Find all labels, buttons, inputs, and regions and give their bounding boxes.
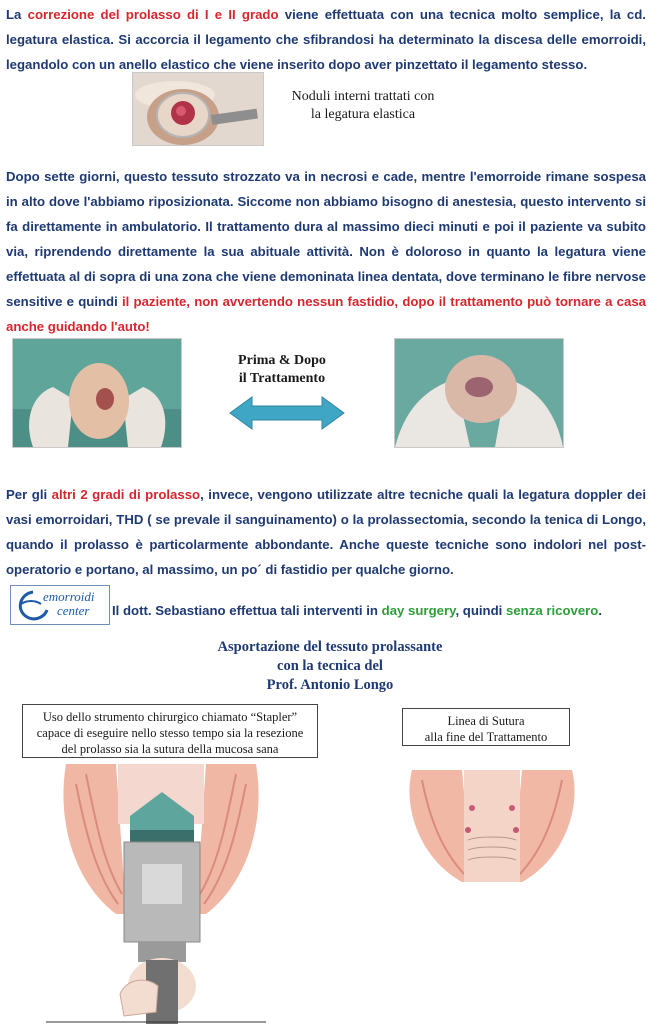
title-line: Prof. Antonio Longo [266, 677, 394, 693]
highlight-red: il paziente, non avvertendo nessun fastidio, dopo il trattamento può tornare a casa anche guidando l'auto! [6, 294, 646, 334]
suture-diagram [402, 770, 582, 900]
stapler-caption-box [22, 704, 318, 758]
title-line: con la tecnica del [277, 658, 383, 674]
day-surgery-line [112, 598, 652, 623]
photo-before [12, 338, 182, 448]
text-span: viene effettuata con una tecnica molto semplice, la cd. legatura elastica. Si accorcia il legamento che sfibrandosi ha determinato la discesa delle emorroidi, legandolo con un anello elastico che viene inserito dopo aver pinzettato il legamento stesso. [6, 7, 646, 72]
highlight-green: day surgery [381, 603, 456, 618]
caption-line: Uso dello strumento chirurgico chiamato “Stapler” [42, 710, 298, 724]
text-span: , invece, vengono utilizzate altre tecniche quali la legatura doppler dei vasi emorroidari, THD ( se prevale il sanguinamento) o la prolassectomia, secondo la tenica di Longo, quando il prolasso è particolarmente abbondante. Anche queste tecniche sono indolori nel post-operatorio e portano, al massimo, un po´ di fastidio per qualche giorno. [6, 487, 646, 577]
before-illustration [13, 339, 181, 447]
text-span: . [598, 603, 603, 618]
suture-caption-box [402, 708, 570, 746]
highlight-red: correzione del prolasso di I e II grado [27, 7, 279, 22]
other-techniques-paragraph [6, 482, 646, 582]
text-span: Per gli [6, 487, 52, 502]
logo-text: center [57, 603, 90, 618]
after-illustration [395, 339, 563, 447]
caption-line: Linea di Sutura [447, 714, 525, 728]
photo-after [394, 338, 564, 448]
double-arrow-icon [228, 394, 346, 432]
caption-line: capace di eseguire nello stesso tempo sia la resezione [36, 726, 304, 740]
stapler-diagram [46, 764, 276, 1024]
text-span: Il dott. Sebastiano effettua tali interventi in [112, 603, 382, 618]
before-after-caption [222, 352, 342, 388]
caption-line: Prima & Dopo [238, 353, 326, 368]
text-span: La [6, 7, 28, 22]
photo-elastic-ligation [132, 72, 264, 146]
caption-line: alla fine del Trattamento [424, 730, 548, 744]
title-line: Asportazione del tessuto prolassante [217, 639, 443, 655]
intro-paragraph [6, 2, 646, 77]
photo1-caption [278, 88, 448, 124]
caption-line: del prolasso sia la sutura della mucosa sana [61, 742, 279, 756]
text-span: , quindi [455, 603, 506, 618]
longo-title [180, 638, 480, 695]
caption-line: il Trattamento [238, 371, 326, 386]
emorroidi-center-logo [10, 585, 110, 625]
highlight-red: altri 2 gradi di prolasso [51, 487, 201, 502]
ligation-illustration [133, 73, 263, 145]
necrosis-paragraph [6, 164, 646, 339]
highlight-green: senza ricovero [506, 603, 599, 618]
text-span: Dopo sette giorni, questo tessuto strozzato va in necrosi e cade, mentre l'emorroide rimane sospesa in alto dove l'abbiamo riposizionata. Siccome non abbiamo bisogno di anestesia, questo intervento si fa direttamente in ambulatorio. Il trattamento dura al massimo dieci minuti e poi il paziente va subito via, riprendendo direttamente la sua abituale attività. Non è doloroso in quanto la legatura viene effettuata al di sopra di una zona che viene demoninata linea dentata, dove terminano le fibre nervose sensitive e quindi [6, 169, 646, 309]
caption-line: la legatura elastica [310, 107, 416, 122]
logo-text: emorroidi [43, 589, 95, 604]
caption-line: Noduli interni trattati con [291, 89, 435, 104]
